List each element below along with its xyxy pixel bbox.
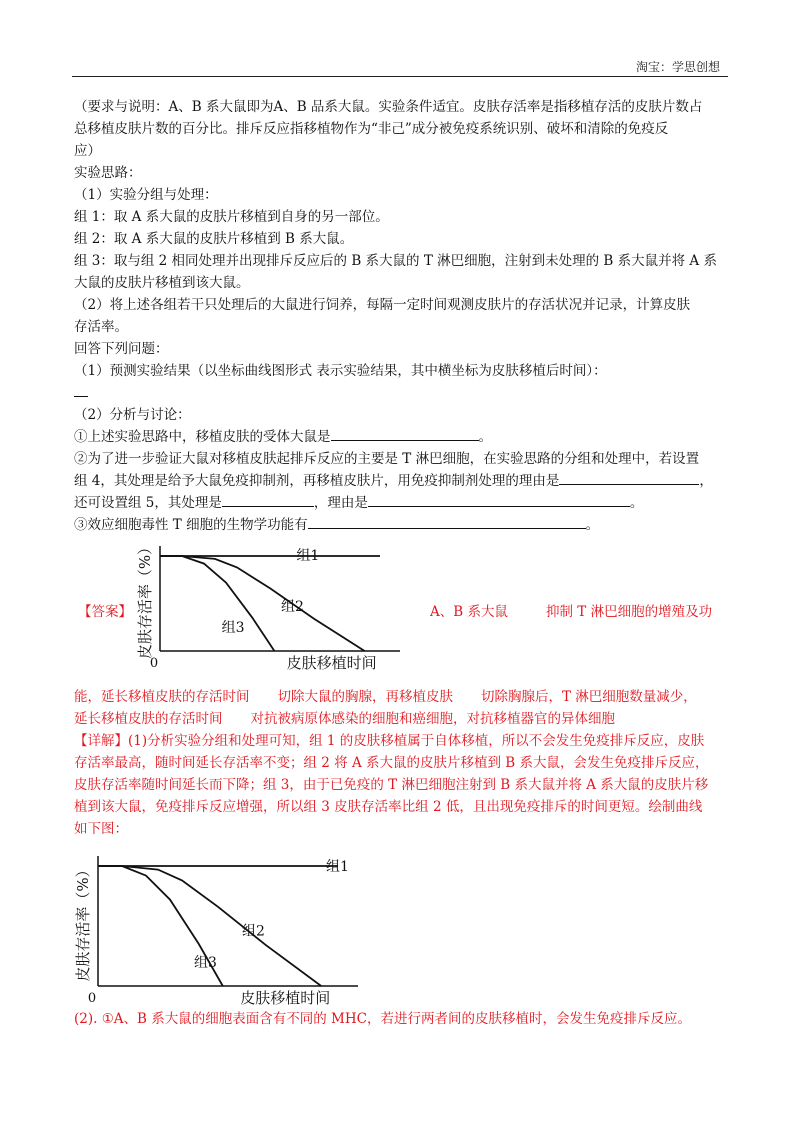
idea-title: 实验思路：: [74, 165, 142, 181]
question-1: （1）预测实验结果（以坐标曲线图形式 表示实验结果，其中横坐标为皮肤移植后时间）：: [74, 363, 607, 379]
origin-label: 0: [149, 656, 159, 671]
requirements-line-1: （要求与说明：A、B 系大鼠即为A、B 品系大鼠。实验条件适宜。皮肤存活率是指移植存活的皮肤片数占: [74, 99, 703, 115]
series-label-3: 组3: [194, 954, 217, 971]
series-label-1: 组1: [326, 858, 349, 875]
question-2: （2）分析与讨论：: [74, 407, 191, 423]
series-line-3: [160, 556, 274, 651]
question-2-1: ①上述实验思路中，移植皮肤的受体大鼠是 。: [74, 426, 728, 448]
answer-placeholder-mark: [74, 382, 728, 404]
answer-line-2: 能，延长移植皮肤的存活时间 切除大鼠的胸腺，再移植皮肤 切除胸腺后，T 淋巴细胞数量减少，: [74, 689, 697, 705]
group-2: 组 2：取 A 系大鼠的皮肤片移植到 B 系大鼠。: [74, 231, 354, 247]
y-axis-label: 皮肤存活率（%）: [136, 539, 154, 660]
question-2-2-line-1: ②为了进一步验证大鼠对移植皮肤起排斥反应的主要是 T 淋巴细胞，在实验思路的分组和处理中，若设置: [74, 451, 700, 467]
explain-line-2: 存活率最高，随时间延长存活率不变；组 2 将 A 系大鼠的皮肤片移植到 B 系大鼠，会发生免疫排斥反应，: [74, 755, 709, 771]
explain-line-1: 【详解】(1)分析实验分组和处理可知，组 1 的皮肤移植属于自体移植，所以不会发生免疫排斥反应，皮肤: [74, 733, 705, 749]
explain-line-3: 皮肤存活率随时间延长而下降；组 3，由于已免疫的 T 淋巴细胞注射到 B 系大鼠并将 A 系大鼠的皮肤片移: [74, 777, 709, 793]
requirements-line-3: 应）: [74, 143, 101, 159]
explain-line-4: 植到该大鼠，免疫排斥反应增强，所以组 3 皮肤存活率比组 2 低，且出现免疫排斥的时间更短。绘制曲线: [74, 799, 703, 815]
step-2-line-1: （2）将上述各组若干只处理后的大鼠进行饲养，每隔一定时间观测皮肤片的存活状况并记录，计算皮肤: [74, 297, 691, 313]
origin-label: 0: [87, 991, 97, 1006]
series-label-1: 组1: [296, 547, 320, 564]
answer-line-3: 延长移植皮肤的存活时间 对抗被病原体感染的细胞和癌细胞，对抗移植器官的异体细胞: [74, 711, 615, 727]
question-2-2-line-3: 还可设置组 5，其处理是 ，理由是 。: [74, 492, 728, 514]
requirements-line-2: 总移植皮肤片数的百分比。排斥反应指移植物作为“非己”成分被免疫系统识别、破坏和清除的免疫反: [74, 121, 669, 137]
answer-title: 回答下列问题：: [74, 341, 169, 357]
question-2-2-line-2: 组 4，其处理是给予大鼠免疫抑制剂，再移植皮肤片，用免疫抑制剂处理的理由是 ，: [74, 470, 728, 492]
answer-label: 【答案】: [78, 604, 132, 620]
answer-block: [74, 536, 728, 686]
header-divider: [72, 76, 728, 77]
series-line-2: [160, 556, 365, 651]
answer-blank-4[interactable]: [368, 492, 630, 507]
survival-chart-answer: [136, 536, 406, 686]
series-label-3: 组3: [221, 620, 245, 636]
y-axis-label: 皮肤存活率（%）: [74, 862, 92, 982]
answer-blank-3[interactable]: [222, 492, 314, 507]
x-axis-label: 皮肤移植时间: [240, 989, 331, 1007]
explain-line-6: (2). ①A、B 系大鼠的细胞表面含有不同的 MHC，若进行两者间的皮肤移植时，会发生免疫排斥反应。: [74, 1011, 691, 1027]
header-shop-name: 淘宝：学思创想: [635, 60, 720, 74]
series-label-2: 组2: [242, 923, 265, 940]
step-1: （1）实验分组与处理：: [74, 187, 218, 203]
answer-1: A、B 系大鼠: [430, 604, 508, 620]
survival-chart-explain: [74, 840, 364, 1008]
explain-chart-block: [74, 840, 728, 1008]
explain-line-5: 如下图：: [74, 821, 128, 837]
group-3-line-1: 组 3：取与组 2 相同处理并出现排斥反应后的 B 系大鼠的 T 淋巴细胞，注射到未处理的 B 系大鼠并将 A 系: [74, 253, 717, 269]
question-2-3: ③效应细胞毒性 T 细胞的生物学功能有 。: [74, 514, 728, 536]
series-label-2: 组2: [281, 599, 304, 616]
answer-2-start: 抑制 T 淋巴细胞的增殖及功: [546, 604, 713, 620]
answer-blank-5[interactable]: [308, 514, 586, 529]
step-2-line-2: 存活率。: [74, 319, 128, 335]
answer-blank-2[interactable]: [559, 470, 699, 485]
document-body: [74, 96, 728, 1030]
answer-blank-1[interactable]: [331, 426, 479, 441]
group-1: 组 1：取 A 系大鼠的皮肤片移植到自身的另一部位。: [74, 209, 389, 225]
x-axis-label: 皮肤移植时间: [286, 654, 377, 672]
group-3-line-2: 大鼠的皮肤片移植到该大鼠。: [74, 275, 250, 291]
